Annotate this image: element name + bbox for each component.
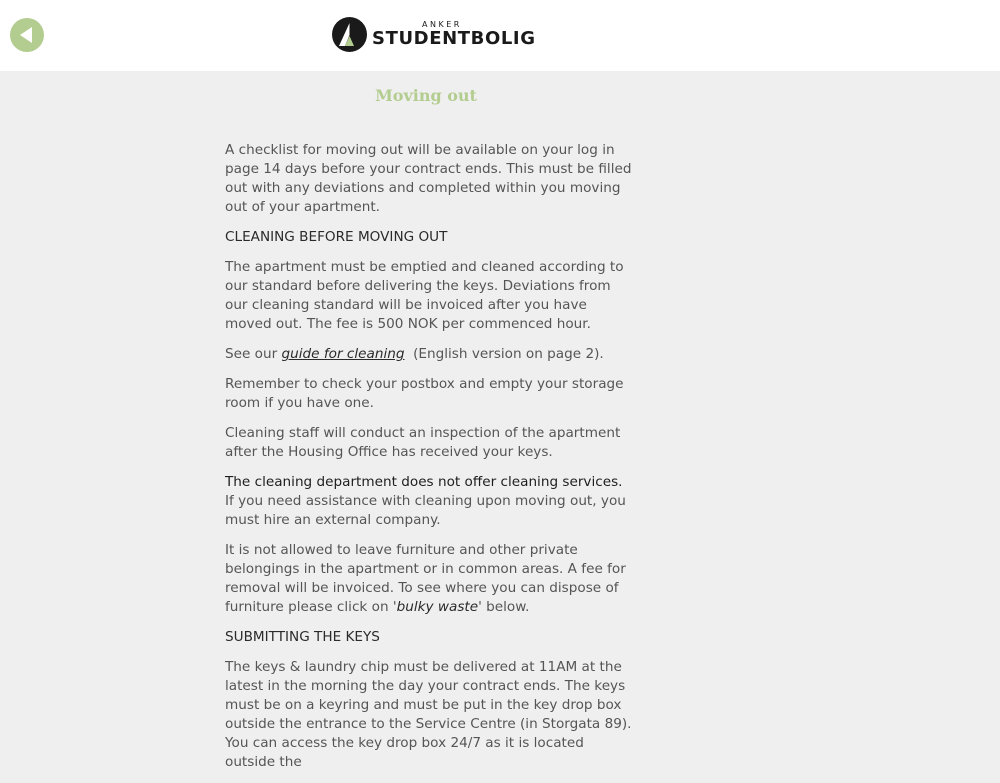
app-header <box>0 0 1000 71</box>
back-button[interactable] <box>10 18 44 52</box>
no-service-text: If you need assistance with cleaning upon moving out, you must hire an external company. <box>225 493 626 528</box>
no-service-strong: The cleaning department does not offer cleaning services. <box>225 474 623 490</box>
keys-heading: SUBMITTING THE KEYS <box>225 629 380 645</box>
cleaning-heading: CLEANING BEFORE MOVING OUT <box>225 229 448 245</box>
anker-logo-icon <box>332 17 367 52</box>
furniture-paragraph <box>225 541 635 617</box>
bulky-waste-text: bulky waste <box>396 599 479 615</box>
intro-paragraph: A checklist for moving out will be available on your log in page 14 days before your contract ends. This must be filled out with any deviations and completed within you moving out of your apartment. <box>225 142 632 215</box>
back-arrow-icon <box>10 18 44 52</box>
cleaning-paragraph: The apartment must be emptied and cleaned according to our standard before delivering the keys. Deviations from our cleaning standard will be invoiced after you have moved out. The fee is 500 NOK per commenced hour. <box>225 259 624 332</box>
logo-small-text: ANKER <box>422 20 462 29</box>
page-title: Moving out <box>375 86 477 105</box>
furniture-suffix: ' below. <box>478 599 530 615</box>
no-service-paragraph <box>225 473 635 530</box>
inspection-paragraph: Cleaning staff will conduct an inspection of the apartment after the Housing Office has received your keys. <box>225 425 621 460</box>
article-content <box>225 141 635 783</box>
guide-for-cleaning-link[interactable]: guide for cleaning <box>281 346 405 362</box>
guide-suffix: (English version on page 2). <box>404 346 604 362</box>
keys-paragraph: The keys & laundry chip must be delivered at 11AM at the latest in the morning the day your contract ends. The keys must be on a keyring and must be put in the key drop box outside the entrance to the Service Centre (in Storgata 89). You can access the key drop box 24/7 as it is located outside the <box>225 659 632 770</box>
anker-studentbolig-logo <box>332 17 536 53</box>
logo-main-text: STUDENTBOLIG <box>372 28 536 49</box>
postbox-paragraph: Remember to check your postbox and empty your storage room if you have one. <box>225 376 624 411</box>
guide-prefix: See our <box>225 346 282 362</box>
guide-paragraph <box>225 345 635 364</box>
furniture-text: It is not allowed to leave furniture and other private belongings in the apartment or in common areas. A fee for removal will be invoiced. To see where you can dispose of furniture please click on ' <box>225 542 626 615</box>
